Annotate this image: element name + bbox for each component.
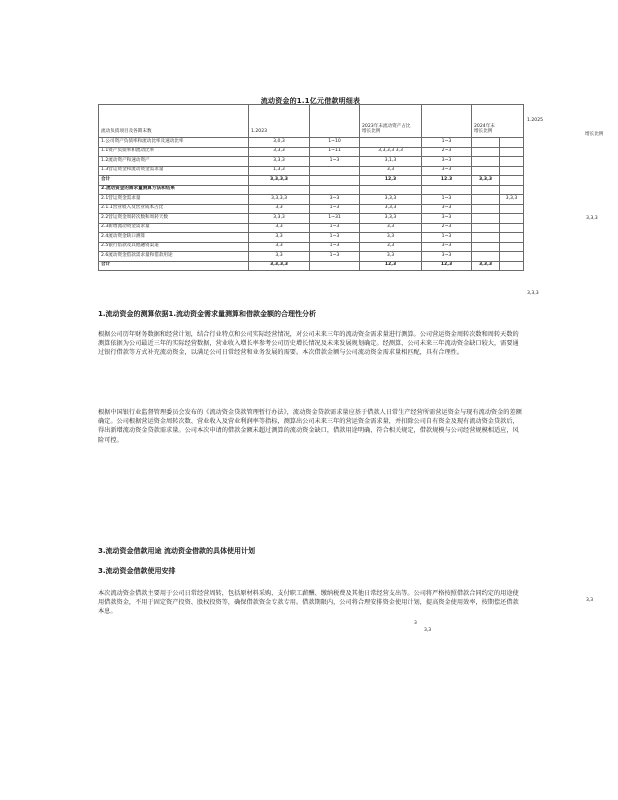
table-row: [99, 138, 524, 148]
header-cell: 流动负债项目及各期末数: [99, 105, 249, 138]
row-label-cell: 1.3营运资金和流动资金需求量: [99, 166, 249, 176]
header-cell: [472, 105, 524, 138]
value-cell: 3,3,3,3: [249, 261, 310, 271]
value-cell: 3,3,3: [472, 261, 500, 271]
table-row: [99, 185, 524, 195]
value-cell: 1~3: [310, 233, 360, 243]
table-row: [99, 252, 524, 262]
value-cell: 3,3: [249, 204, 310, 214]
value-cell: 3~3: [422, 204, 472, 214]
section-heading: 3.流动资金借款使用安排: [98, 567, 176, 575]
row-label-cell: 1.2流动资产和速动资产: [99, 157, 249, 167]
value-cell: [500, 252, 524, 262]
table-row: [99, 242, 524, 252]
value-cell: 3,3: [360, 233, 422, 243]
value-cell: 1,3,3: [249, 166, 310, 176]
value-cell: 1~3: [310, 252, 360, 262]
margin-note: 3,3: [424, 628, 432, 633]
value-cell: 12.3: [422, 176, 472, 186]
value-cell: 3,3: [360, 166, 422, 176]
value-cell: [472, 242, 500, 252]
value-cell: [472, 195, 500, 205]
table-row: [99, 176, 524, 186]
margin-note: 3,3: [586, 598, 594, 603]
value-cell: [472, 147, 500, 157]
financial-table: [98, 104, 524, 271]
header-cell: [310, 105, 360, 138]
header-overflow-text: 增长比例: [585, 132, 604, 137]
table-row: [99, 195, 524, 205]
value-cell: 3,3,3: [360, 214, 422, 224]
row-label-cell: 2.5银行借款及其他融资渠道: [99, 242, 249, 252]
table-row: [99, 223, 524, 233]
table-row: [99, 147, 524, 157]
row-overflow-text: 3,3,3: [527, 291, 539, 296]
value-cell: 1~11: [310, 147, 360, 157]
table-row: [99, 157, 524, 167]
row-label-cell: 2.6流动资金借款需求量和借款用途: [99, 252, 249, 262]
table-row: [99, 261, 524, 271]
value-cell: 1~3: [422, 233, 472, 243]
section-heading: 1.流动资金的测算依据1.流动资金需求量测算和借款金额的合理性分析: [98, 310, 317, 318]
value-cell: [500, 185, 524, 195]
value-cell: 3,3,3,3 3,3: [360, 147, 422, 157]
row-label-cell: 1.公司资产负债率和流动比率及速动比率: [99, 138, 249, 148]
value-cell: 3,3,3: [472, 176, 500, 186]
value-cell: [472, 252, 500, 262]
value-cell: 3,3: [360, 252, 422, 262]
value-cell: 2~3: [422, 223, 472, 233]
value-cell: 1~3: [422, 138, 472, 148]
value-cell: 3,1,3: [360, 157, 422, 167]
row-label-cell: 合计: [99, 261, 249, 271]
value-cell: 12,3: [360, 261, 422, 271]
margin-note: 3: [414, 621, 417, 626]
header-cell: [422, 105, 472, 138]
value-cell: [472, 157, 500, 167]
value-cell: [310, 166, 360, 176]
value-cell: 1~3: [310, 223, 360, 233]
value-cell: 1~3: [422, 195, 472, 205]
value-cell: [472, 233, 500, 243]
value-cell: [472, 166, 500, 176]
table-title: 流动资金的1.1亿元借款明细表: [260, 97, 361, 105]
row-label-cell: 2.3新增流动资金需求量: [99, 223, 249, 233]
value-cell: [472, 204, 500, 214]
row-label-cell: 2.1营运资金需求量: [99, 195, 249, 205]
value-cell: 3,0,3: [249, 138, 310, 148]
value-cell: 3,3,3: [360, 204, 422, 214]
value-cell: 3,3,3: [249, 214, 310, 224]
value-cell: 3,3: [249, 233, 310, 243]
value-cell: [500, 242, 524, 252]
section-heading: 3.流动资金借款用途 流动资金借款的具体使用计划: [98, 547, 255, 555]
value-cell: 3~3: [310, 195, 360, 205]
header-cell-bottom: 增长比例: [362, 129, 381, 135]
value-cell: [500, 214, 524, 224]
row-label-cell: 合计: [99, 176, 249, 186]
header-cell-top: 2024年末: [474, 124, 495, 130]
value-cell: 2~3: [422, 147, 472, 157]
value-cell: 3,3: [249, 252, 310, 262]
header-cell: 1.2023: [249, 105, 310, 138]
value-cell: 3~3: [422, 214, 472, 224]
value-cell: [310, 176, 360, 186]
value-cell: 3,3: [249, 242, 310, 252]
value-cell: [500, 233, 524, 243]
value-cell: [500, 223, 524, 233]
value-cell: 3,3,3: [249, 157, 310, 167]
value-cell: [310, 261, 360, 271]
value-cell: [360, 185, 422, 195]
header-overflow-text: 1.2025: [527, 118, 544, 123]
value-cell: [500, 176, 524, 186]
value-cell: 3,3: [360, 223, 422, 233]
value-cell: [500, 166, 524, 176]
value-cell: 3,3,3: [249, 147, 310, 157]
value-cell: [500, 204, 524, 214]
value-cell: 3,3,3,3: [249, 176, 310, 186]
value-cell: 12,3: [360, 176, 422, 186]
value-cell: 1~3: [310, 242, 360, 252]
value-cell: [472, 214, 500, 224]
value-cell: [472, 138, 500, 148]
value-cell: 3,3: [360, 242, 422, 252]
value-cell: [472, 185, 500, 195]
table-row: [99, 166, 524, 176]
value-cell: 3,3,3: [500, 195, 524, 205]
row-label-cell: 2.2营运资金周转次数和周转天数: [99, 214, 249, 224]
value-cell: 3~3: [422, 157, 472, 167]
header-cell-top: 2023年末流动资产占比: [362, 124, 411, 130]
value-cell: [500, 157, 524, 167]
table-header-row: [99, 105, 524, 138]
value-cell: 3~3: [422, 252, 472, 262]
value-cell: 1~10: [310, 138, 360, 148]
value-cell: 3,3,3: [360, 195, 422, 205]
value-cell: 3,3,3,3: [249, 195, 310, 205]
value-cell: [500, 261, 524, 271]
header-cell: [360, 105, 422, 138]
value-cell: 1~3: [310, 204, 360, 214]
paragraph: 本次流动资金借款主要用于公司日常经营周转，包括原材料采购、支付职工薪酬、缴纳税费及其他日常经营支出等。公司将严格按照借款合同约定的用途使用借款资金，不用于固定资产投资、股权投资等，确保借款资金专款专用。借款期限内，公司将合理安排资金使用计划，提高资金使用效率，按期偿还借款本息。: [98, 590, 519, 616]
value-cell: [310, 185, 360, 195]
table-row: [99, 204, 524, 214]
table-body: [99, 138, 524, 271]
value-cell: [500, 147, 524, 157]
value-cell: 3,3: [249, 223, 310, 233]
value-cell: 12,3: [422, 261, 472, 271]
value-cell: [500, 138, 524, 148]
value-cell: [360, 138, 422, 148]
row-label-cell: 2.1.1营业收入及营业成本占比: [99, 204, 249, 214]
table-row: [99, 214, 524, 224]
row-label-cell: 1.1资产负债率和流动比率: [99, 147, 249, 157]
value-cell: [472, 223, 500, 233]
paragraph: 根据公司历年财务数据和经营计划，结合行业特点和公司实际经营情况，对公司未来三年的流动资金需求量进行测算。公司营运资金周转次数和周转天数的测算依据为公司最近三年的实际经营数据，营业收入增长率参考公司历史增长情况及未来发展规划确定。经测算，公司未来三年流动资金缺口较大，需要通过银行借款等方式补充流动资金，以满足公司日常经营和业务发展的需要。本次借款金额与公司流动资金需求量相匹配，具有合理性。: [98, 331, 519, 357]
value-cell: 1~3: [310, 157, 360, 167]
row-label-cell: 2.4流动资金缺口测算: [99, 233, 249, 243]
row-label-cell: 2.流动资金的需求量测算方法和结果: [99, 185, 249, 195]
value-cell: [422, 185, 472, 195]
row-overflow-text: 3,3,3: [586, 216, 598, 221]
value-cell: 3~3: [422, 242, 472, 252]
table-row: [99, 233, 524, 243]
value-cell: 1~31: [310, 214, 360, 224]
value-cell: [249, 185, 310, 195]
paragraph: 根据中国银行业监督管理委员会发布的《流动资金贷款管理暂行办法》，流动资金贷款需求量应基于借款人日常生产经营所需营运资金与现有流动资金的差额确定。公司根据营运资金周转次数、营业收入及营业利润率等指标，测算出公司未来三年的营运资金需求量，并扣除公司自有资金及现有流动资金贷款后，得出新增流动资金贷款需求量。公司本次申请的借款金额未超过测算的流动资金缺口，借款用途明确，符合相关规定，借款规模与公司经营规模相适应，风险可控。: [98, 409, 522, 444]
header-cell-bottom: 增长比例: [474, 129, 493, 135]
value-cell: 3~3: [422, 166, 472, 176]
